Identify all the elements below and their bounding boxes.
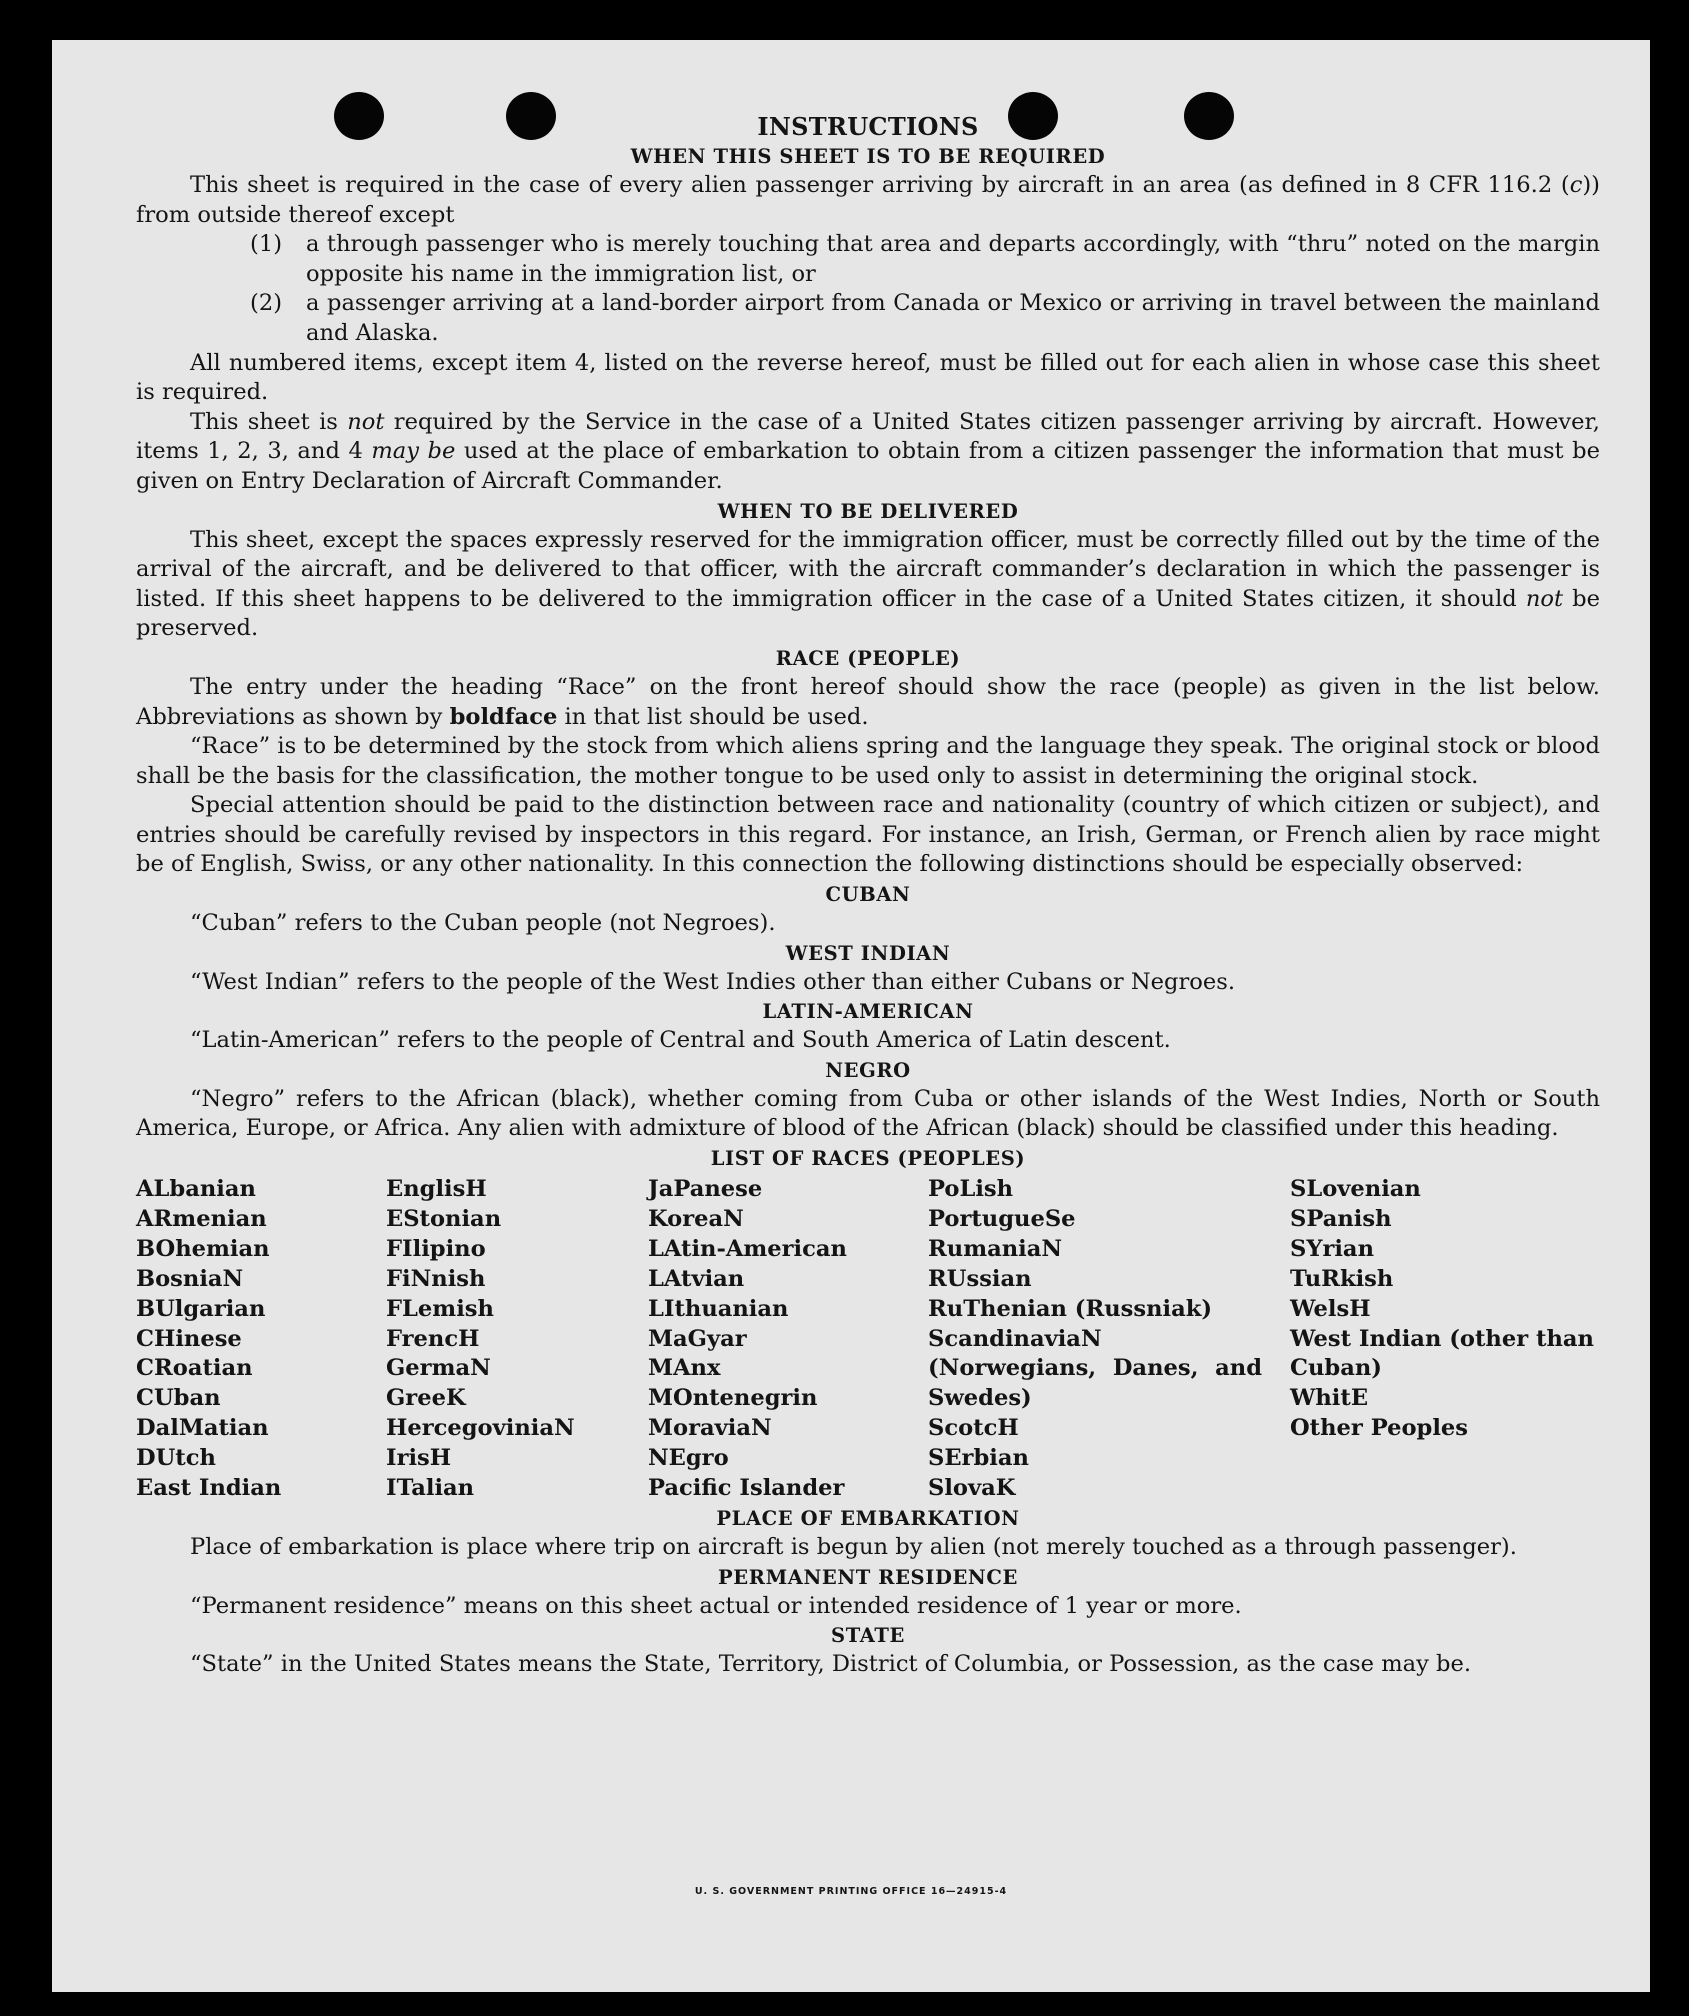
race-entry: GermaN: [386, 1355, 491, 1382]
race-entry: CHinese: [136, 1325, 242, 1352]
race-entry: RumaniaN: [928, 1235, 1063, 1262]
race-entry: RuThenian (Russniak): [928, 1295, 1213, 1322]
italic-run: not: [1525, 585, 1564, 612]
race-entry: PoLish: [928, 1176, 1014, 1203]
race-entry: CUban: [136, 1385, 221, 1412]
race-entry: SLovenian: [1290, 1176, 1421, 1203]
negro-text: “Negro” refers to the African (black), whether coming from Cuba or other islands of the West Indies, North or South America, Europe, or Africa. Any alien with admixture of blood of the African (black) should be classified under this heading.: [136, 1085, 1600, 1142]
race-entry: RUssian: [928, 1265, 1032, 1292]
required-intro: [136, 171, 1600, 230]
text-run: )) from outside thereof except: [136, 172, 1600, 228]
race-entry: FiNnish: [386, 1265, 486, 1292]
race-entry: ARmenian: [136, 1205, 267, 1232]
item-text: a through passenger who is merely touching that area and departs accordingly, with “thru” noted on the margin opposite his name in the immigration list, or: [306, 231, 1600, 287]
italic-run: c: [1569, 172, 1583, 198]
printing-office-imprint: U. S. GOVERNMENT PRINTING OFFICE 16—24915-4: [694, 1886, 1008, 1897]
section-title-west-indian: WEST INDIAN: [785, 941, 951, 965]
item-number: (1): [250, 231, 283, 258]
race-entry: MaGyar: [648, 1325, 747, 1352]
item-number: (2): [250, 290, 283, 317]
race-entry: West Indian (other than Cuban): [1290, 1325, 1594, 1382]
text-run: in that list should be used.: [557, 703, 869, 730]
race-entry: DalMatian: [136, 1415, 269, 1442]
text-run: This sheet is: [190, 408, 348, 435]
race-entry: FrencH: [386, 1325, 480, 1352]
section-title-embarkation: PLACE OF EMBARKATION: [716, 1507, 1020, 1530]
state-text: “State” in the United States means the State, Territory, District of Columbia, or Possession, as the case may be.: [190, 1651, 1472, 1678]
race-entry: SPanish: [1290, 1205, 1392, 1232]
race-para-1: [136, 673, 1600, 732]
text-run: This sheet, except the spaces expressly reserved for the immigration officer, must be correctly filled out by the time of the arrival of the aircraft, and be delivered to that officer, with the aircraft commander’s declaration in which the passenger is listed. If this sheet happens to be delivered to the immigration officer in the case of a United States citizen, it should: [136, 526, 1600, 612]
text-run: The entry under the heading “Race” on the front hereof should show the race (people) as given in the list below. Abbreviations as shown by: [136, 673, 1600, 730]
latin-american-text: “Latin-American” refers to the people of Central and South America of Latin descent.: [190, 1027, 1171, 1054]
race-entry: SYrian: [1290, 1235, 1374, 1262]
delivered-text: [136, 526, 1600, 644]
race-entry: FIlipino: [386, 1235, 486, 1262]
race-para-2: “Race” is to be determined by the stock from which aliens spring and the language they speak. The original stock or blood shall be the basis for the classification, the mother tongue to be used only to assist in determining the original stock.: [136, 733, 1600, 789]
race-entry: East Indian: [136, 1475, 282, 1502]
race-entry: ITalian: [386, 1475, 475, 1502]
race-entry: EStonian: [386, 1205, 502, 1232]
race-entry: Other Peoples: [1290, 1415, 1468, 1442]
race-column: [1290, 1175, 1600, 1504]
section-title-residence: PERMANENT RESIDENCE: [718, 1565, 1018, 1589]
race-entry: BosniaN: [136, 1265, 244, 1292]
west-indian-text: “West Indian” refers to the people of the West Indies other than either Cubans or Negroes.: [190, 968, 1236, 995]
section-title-race: RACE (PEOPLE): [775, 646, 961, 670]
section-title-race-list: LIST OF RACES (PEOPLES): [710, 1147, 1026, 1171]
race-entry: ScotcH: [928, 1415, 1019, 1442]
race-entry: MoraviaN: [648, 1415, 772, 1442]
race-entry: MAnx: [648, 1355, 721, 1382]
section-title-negro: NEGRO: [825, 1058, 911, 1082]
italic-run: may be: [371, 438, 456, 465]
race-entry: BOhemian: [136, 1235, 270, 1262]
bold-run: boldface: [449, 703, 558, 730]
race-entry: JaPanese: [648, 1176, 763, 1203]
race-entry: MOntenegrin: [648, 1385, 818, 1412]
race-column: [928, 1175, 1290, 1504]
race-entry: LIthuanian: [648, 1295, 789, 1322]
race-entry: TuRkish: [1290, 1265, 1394, 1292]
race-entry: DUtch: [136, 1445, 216, 1472]
race-entry: NEgro: [648, 1445, 729, 1472]
item-text: a passenger arriving at a land-border airport from Canada or Mexico or arriving in travel between the mainland and Alaska.: [306, 290, 1600, 346]
race-entry: GreeK: [386, 1385, 466, 1412]
race-entry: FLemish: [386, 1295, 494, 1322]
race-column: [386, 1175, 648, 1504]
race-para-3: Special attention should be paid to the distinction between race and nationality (country of which citizen or subject), and entries should be carefully revised by inspectors in this regard. For instance, an Irish, German, or French alien by race might be of English, Swiss, or any other nationality. In this connection the following distinctions should be especially observed:: [136, 792, 1600, 878]
race-entry: PortugueSe: [928, 1205, 1076, 1232]
race-entry: KoreaN: [648, 1205, 744, 1232]
race-entry: HercegoviniaN: [386, 1415, 575, 1442]
race-entry: ALbanian: [136, 1176, 256, 1203]
required-para-2: All numbered items, except item 4, listed on the reverse hereof, must be filled out for each alien in whose case this sheet is required.: [136, 349, 1600, 406]
page-title: INSTRUCTIONS: [757, 112, 979, 141]
text-run: used at the place of embarkation to obtain from a citizen passenger the information that must be given on Entry Declaration of Aircraft Commander.: [136, 438, 1600, 494]
instructions-body: [136, 112, 1600, 1680]
section-title-delivered: WHEN TO BE DELIVERED: [717, 499, 1019, 523]
race-entry: IrisH: [386, 1445, 452, 1472]
required-para-3: [136, 408, 1600, 497]
race-entry: LAtvian: [648, 1265, 745, 1292]
cuban-text: “Cuban” refers to the Cuban people (not Negroes).: [190, 910, 776, 937]
race-entry: BUlgarian: [136, 1295, 266, 1322]
section-title-required: WHEN THIS SHEET IS TO BE REQUIRED: [630, 145, 1106, 168]
race-entry: WelsH: [1290, 1295, 1371, 1322]
race-entry: EnglisH: [386, 1176, 487, 1203]
section-title-cuban: CUBAN: [825, 883, 911, 907]
exception-item: [250, 230, 1600, 289]
exception-item: [250, 289, 1600, 348]
race-column: [648, 1175, 928, 1504]
race-column: [136, 1175, 386, 1504]
text-run: be preserved.: [136, 585, 1600, 642]
race-entry: ScandinaviaN (Norwegians, Danes, and Swedes): [928, 1325, 1262, 1412]
section-title-state: STATE: [831, 1624, 905, 1648]
race-entry: CRoatian: [136, 1355, 253, 1382]
race-entry: LAtin-American: [648, 1235, 847, 1262]
race-entry: WhitE: [1290, 1385, 1369, 1412]
document-page: [52, 40, 1650, 1992]
text-run: required by the Service in the case of a United States citizen passenger arriving by aircraft. However, items 1, 2, 3, and 4: [136, 408, 1600, 465]
italic-run: not: [347, 408, 385, 435]
race-entry: Pacific Islander: [648, 1475, 845, 1502]
race-list: [136, 1175, 1600, 1504]
residence-text: “Permanent residence” means on this sheet actual or intended residence of 1 year or more.: [190, 1592, 1242, 1619]
section-title-latin-american: LATIN-AMERICAN: [762, 1000, 974, 1024]
text-run: This sheet is required in the case of every alien passenger arriving by aircraft in an area (as defined in 8 CFR 116.2 (: [190, 172, 1570, 198]
race-entry: SErbian: [928, 1445, 1029, 1472]
race-entry: SlovaK: [928, 1475, 1016, 1502]
embarkation-text: Place of embarkation is place where trip on aircraft is begun by alien (not merely touched as a through passenger).: [190, 1534, 1517, 1560]
